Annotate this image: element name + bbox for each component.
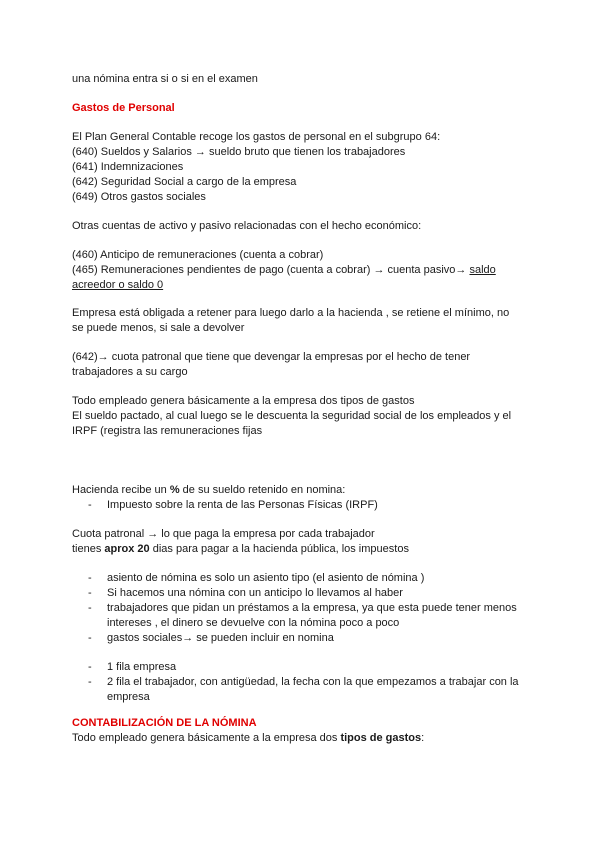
- contab-bold: tipos de gastos: [340, 732, 422, 744]
- other-accounts-intro: Otras cuentas de activo y pasivo relacionadas con el hecho económico:: [72, 220, 422, 232]
- hacienda-bold: %: [169, 484, 180, 496]
- account-465: [72, 263, 496, 278]
- hacienda-prefix: Hacienda recibe un: [72, 484, 170, 496]
- bullet-item-continued: intereses , el dinero se devuelve con la nómina poco a poco: [107, 617, 400, 629]
- empleado-line-2: El sueldo pactado, al cual luego se le descuenta la seguridad social de los empleados y el: [72, 410, 512, 422]
- list-dash: -: [88, 676, 92, 688]
- list-dash: -: [88, 499, 92, 511]
- bullet-item: asiento de nómina es solo un asiento tipo (el asiento de nómina ): [107, 572, 425, 584]
- account-642: (642) Seguridad Social a cargo de la empresa: [72, 176, 297, 188]
- hacienda-line: [72, 483, 345, 498]
- tienes-bold: aprox 20: [104, 543, 150, 555]
- fila-item: 2 fila el trabajador, con antigüedad, la fecha con la que empezamos a trabajar con la: [107, 676, 519, 688]
- list-dash: -: [88, 661, 92, 673]
- empleado-line-3: IRPF (registra las remuneraciones fijas: [72, 425, 263, 437]
- account-465-continued: acreedor o saldo 0: [72, 279, 164, 291]
- list-dash: -: [88, 572, 92, 584]
- tienes-prefix: tienes: [72, 543, 105, 555]
- hacienda-item: Impuesto sobre la renta de las Personas Físicas (IRPF): [107, 499, 378, 511]
- bullet-item: gastos sociales→ se pueden incluir en nomina: [107, 632, 334, 644]
- fila-item: 1 fila empresa: [107, 661, 177, 673]
- tienes-suffix: dias para pagar a la hacienda pública, los impuestos: [149, 543, 409, 555]
- pgc-intro: El Plan General Contable recoge los gastos de personal en el subgrupo 64:: [72, 131, 441, 143]
- bullet-item: Si hacemos una nómina con un anticipo lo llevamos al haber: [107, 587, 403, 599]
- account-465-underline: saldo: [469, 264, 496, 276]
- empleado-line-1: Todo empleado genera básicamente a la empresa dos tipos de gastos: [72, 395, 415, 407]
- section-heading-gastos-personal: Gastos de Personal: [72, 102, 175, 114]
- retain-line-2: se puede menos, si sale a devolver: [72, 322, 245, 334]
- list-dash: -: [88, 632, 92, 644]
- cuota-line-1: (642)→ cuota patronal que tiene que devengar la empresas por el hecho de tener: [72, 351, 471, 363]
- list-dash: -: [88, 587, 92, 599]
- account-640: (640) Sueldos y Salarios → sueldo bruto que tienen los trabajadores: [72, 146, 406, 158]
- account-649: (649) Otros gastos sociales: [72, 191, 206, 203]
- bullet-item: trabajadores que pidan un préstamos a la empresa, ya que esta puede tener menos: [107, 602, 517, 614]
- account-641: (641) Indemnizaciones: [72, 161, 184, 173]
- section-heading-contabilizacion: CONTABILIZACIÓN DE LA NÓMINA: [72, 717, 257, 729]
- account-460: (460) Anticipo de remuneraciones (cuenta a cobrar): [72, 249, 324, 261]
- contab-suffix: :: [421, 732, 425, 744]
- cuota-line-2: trabajadores a su cargo: [72, 366, 188, 378]
- account-465-text: (465) Remuneraciones pendientes de pago (cuenta a cobrar) → cuenta pasivo→: [72, 264, 470, 276]
- intro-text: una nómina entra si o si en el examen: [72, 73, 258, 85]
- list-dash: -: [88, 602, 92, 614]
- contab-prefix: Todo empleado genera básicamente a la empresa dos: [72, 732, 341, 744]
- fila-item-continued: empresa: [107, 691, 150, 703]
- cuota-patronal-line: Cuota patronal → lo que paga la empresa por cada trabajador: [72, 528, 375, 540]
- tienes-line: [72, 542, 409, 557]
- hacienda-suffix: de su sueldo retenido en nomina:: [179, 484, 346, 496]
- retain-line-1: Empresa está obligada a retener para luego darlo a la hacienda , se retiene el mínimo, no: [72, 307, 510, 319]
- contabilizacion-line: [72, 731, 424, 746]
